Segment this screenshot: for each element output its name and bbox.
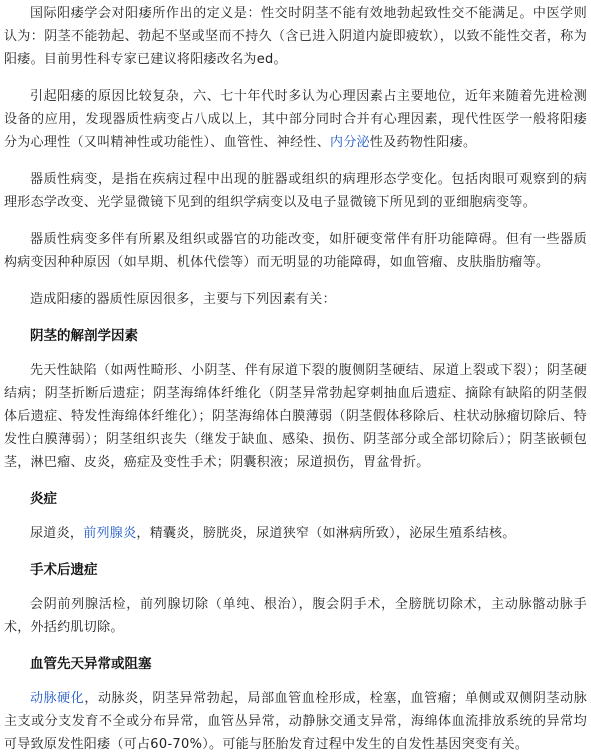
paragraph-causes — [4, 85, 587, 154]
heading-inflammation: 炎症 — [30, 491, 57, 507]
link-endocrine[interactable]: 内分泌 — [330, 135, 370, 150]
paragraph-text: ，精囊炎，膀胱炎，尿道狭窄（如淋病所致），泌尿生殖系结核。 — [136, 526, 516, 541]
paragraph-organic-lesion — [4, 168, 587, 214]
paragraph-text: ，动脉炎，阴茎异常勃起，局部血管血栓形成，栓塞，血管瘤；单侧或双侧阴茎动脉主支或分支发育不全或分布异常，血管丛异常，动静脉交通支异常，海绵体血流排放系统的异常均可导致原发性阳痿（可占60-70%）。可能与胚胎发育过程中发生的自发性基因突变有关。 — [4, 691, 587, 752]
paragraph-functional-change — [4, 228, 587, 274]
paragraph-text: 器质性病变，是指在疾病过程中出现的脏器或组织的病理形态学变化。包括肉眼可观察到的病理形态学改变、光学显微镜下见到的组织学病变以及电子显微镜下所见到的亚细胞病变等。 — [4, 172, 587, 210]
link-prostatitis[interactable]: 前列腺炎 — [83, 526, 137, 541]
paragraph-text: 性及药物性阳痿。 — [369, 135, 477, 150]
heading-anatomy: 阴茎的解剖学因素 — [30, 328, 138, 344]
paragraph-anatomy — [4, 359, 587, 474]
paragraph-text: 会阴前列腺活检，前列腺切除（单纯、根治），腹会阴手术，全膀胱切除术，主动脉髂动脉手术，外括约肌切除。 — [4, 597, 587, 635]
link-arteriosclerosis[interactable]: 动脉硬化 — [30, 691, 85, 706]
paragraph-text: 造成阳痿的器质性原因很多，主要与下列因素有关： — [30, 292, 336, 307]
paragraph-text: 尿道炎， — [30, 526, 84, 541]
paragraph-text: 先天性缺陷（如两性畸形、小阴茎、伴有尿道下裂的腹侧阴茎硬结、尿道上裂或下裂）；阴茎硬结病；阴茎折断后遗症；阴茎海绵体纤维化（阴茎异常勃起穿刺抽血后遗症、摘除有缺陷的阴茎假体后遗症、特发性海绵体纤维化）；阴茎海绵体白膜薄弱（阴茎假体移除后、柱状动脉瘤切除后、特发性白膜薄弱）；阴茎组织丧失（继发于缺血、感染、损伤、阴茎部分或全部切除后）；阴茎嵌顿包茎，淋巴瘤、皮炎，癌症及变性手术；阴囊积液；尿道损伤，胃盆骨折。 — [4, 363, 587, 470]
paragraph-text: 国际阳痿学会对阳痿所作出的定义是：性交时阴茎不能有效地勃起致性交不能满足。中医学则认为：阴茎不能勃起、勃起不坚或坚而不持久（含已进入阴道内旋即疲软），以致不能性交者，称为阳痿。目前男性科专家已建议将阳痿改名为ed。 — [4, 6, 587, 67]
heading-surgery: 手术后遗症 — [30, 562, 98, 578]
heading-vascular: 血管先天异常或阻塞 — [30, 656, 152, 672]
paragraph-text: 器质性病变多伴有所累及组织或器官的功能改变，如肝硬变常伴有肝功能障碍。但有一些器质构病变因种种原因（如早期、机体代偿等）而无明显的功能障碍，如血管瘤、皮肤脂肪瘤等。 — [4, 232, 587, 270]
paragraph-vascular — [4, 687, 587, 756]
paragraph-surgery — [4, 593, 587, 639]
paragraph-text: 引起阳痿的原因比较复杂，六、七十年代时多认为心理因素占主要地位，近年来随着先进检测设备的应用，发现器质性病变占八成以上，其中部分同时合并有心理因素，现代性医学一般将阳痿分为心理性（又叫精神性或功能性）、血管性、神经性、 — [4, 89, 587, 150]
paragraph-inflammation — [4, 522, 587, 545]
paragraph-definition — [4, 2, 587, 71]
paragraph-intro-list — [4, 288, 587, 311]
